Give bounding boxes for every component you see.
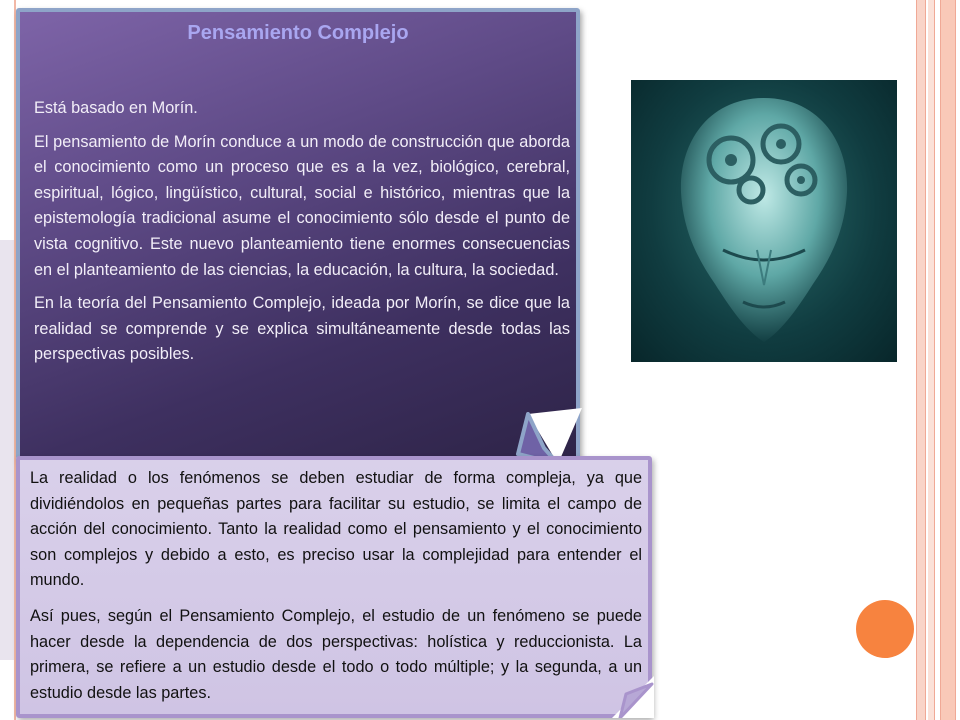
frame-right-stripe-1 [916,0,926,720]
orange-dot-icon [856,600,914,658]
top-paragraph-3: En la teoría del Pensamiento Complejo, ideada por Morín, se dice que la realidad se comprende y se explica simultáneamente desde todas las perspectivas posibles. [34,294,570,364]
frame-right-stripe-2 [928,0,935,720]
head-image [631,80,897,362]
slide-title: Pensamiento Complejo [187,22,409,44]
bottom-paragraph-1: La realidad o los fenómenos se deben estudiar de forma compleja, ya que dividiéndolos en pequeñas partes para facilitar su estudio, se limita el campo de acción del conocimiento. Tanto la realidad como el pensamiento y el conocimiento son complejos y debido a esto, es preciso usar la complejidad para entender el mundo. [30,469,642,590]
top-text-box [16,8,580,460]
bottom-text-box [16,456,652,718]
top-paragraph-1: Está basado en Morín. [34,99,198,117]
head-gears-icon [631,80,897,362]
bottom-box-curl-icon [612,676,654,718]
top-box-body [34,96,570,376]
top-paragraph-2: El pensamiento de Morín conduce a un modo de construcción que aborda el conocimiento como un proceso que es a la vez, biológico, cerebral, espiritual, lógico, lingüístico, cultural, social e histórico, mientras que la epistemología tradicional asume el conocimiento sólo desde el punto de vista cognitivo. Este nuevo planteamiento tiene enormes consecuencias en el planteamiento de las ciencias, la educación, la cultura, la sociedad. [34,132,570,279]
bottom-box-body [30,466,642,716]
frame-right-stripe-3 [940,0,956,720]
frame-left-band [0,240,14,660]
bottom-paragraph-2: Así pues, según el Pensamiento Complejo, el estudio de un fenómeno se puede hacer desde la dependencia de dos perspectivas: holística y reduccionista. La primera, se refiere a un estudio desde el todo o todo múltiple; y la segunda, a un estudio desde las partes. [30,606,642,702]
